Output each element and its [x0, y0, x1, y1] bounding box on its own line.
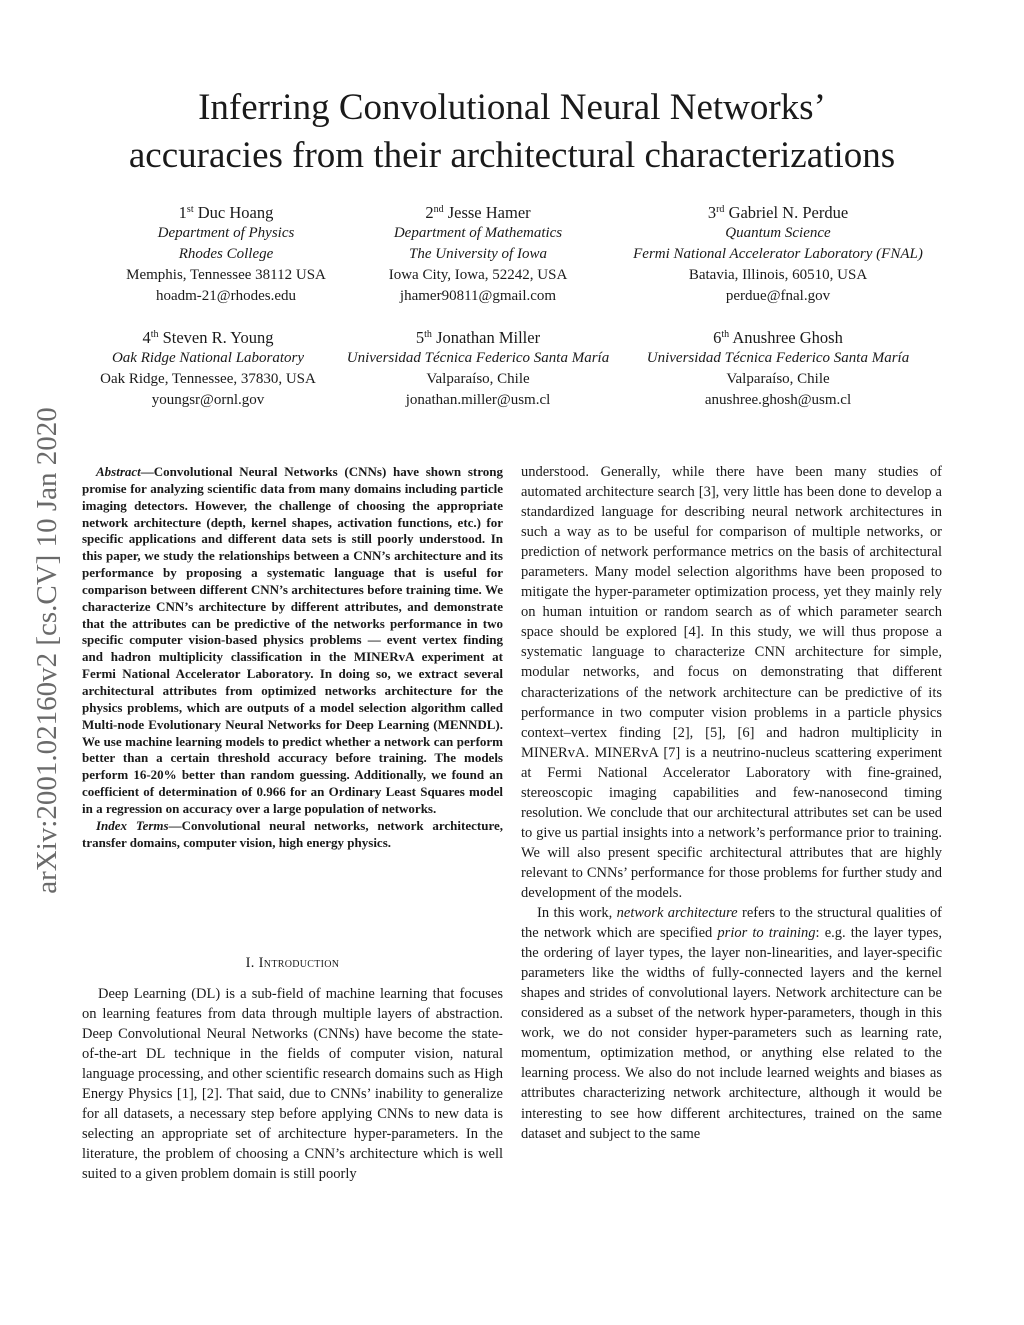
author-ordinal: 6th	[713, 328, 730, 347]
abstract-text: —Convolutional Neural Networks (CNNs) have shown strong promise for analyzing scientific data from many domains including particle imaging detectors. However, the challenge of choosing the appropriate network architecture (depth, kernel shapes, activation functions, etc.) for specific applications and different data sets is still poorly understood. In this paper, we study the relationships between a CNN’s architecture and its performance by proposing a systematic language that is useful for comparison between different CNN’s architectures before training time. We characterize CNN’s architecture by different attributes, and demonstrate that the attributes can be predictive of the networks performance in two specific computer vision-based physics problems — event vertex finding and hadron multiplicity classification in the MINERvA experiment at Fermi National Accelerator Laboratory. In doing so, we extract several architectural attributes from optimized networks architecture for the physics problems, which are outputs of a model selection algorithm called Multi-node Evolutionary Neural Networks for Deep Learning (MENNDL). We use machine learning models to predict whether a network can perform better than a certain threshold accuracy before training. The models perform 16-20% better than random guessing. Additionally, we found an coefficient of determination of 0.966 for an Ordinary Least Squares model in a regression on accuracy over a large population of networks.	[82, 464, 503, 816]
author-ordinal: 5th	[415, 328, 432, 347]
author-ordinal: 2nd	[425, 203, 444, 222]
author-dept: Oak Ridge National Laboratory	[111, 350, 305, 366]
author-ordinal: 3rd	[707, 203, 725, 222]
author-block-5	[328, 327, 628, 411]
author-email: jhamer90811@gmail.com	[399, 288, 557, 304]
author-address: Valparaíso, Chile	[726, 371, 830, 387]
intro-paragraph: Deep Learning (DL) is a sub-field of machine learning that focuses on learning features from data through multiple layers of abstraction. Deep Convolutional Neural Networks (CNNs) have become the state-of-the-art DL technique in the fields of computer vision, natural language processing, and other scientific research domains such as High Energy Physics [1], [2]. That said, due to CNNs’ inability to generalize for all datasets, a necessary step before applying CNNs to new data is selecting an appropriate set of architecture hyper-parameters. In the literature, the problem of choosing a CNN’s architecture which is well suited to a given problem domain is still poorly	[82, 986, 503, 1183]
author-email: anushree.ghosh@usm.cl	[704, 392, 852, 408]
author-dept: Universidad Técnica Federico Santa María	[646, 350, 910, 366]
author-name: Gabriel N. Perdue	[728, 203, 849, 222]
index-terms-label: Index Terms	[96, 817, 169, 833]
arxiv-sidebar	[22, 355, 72, 945]
author-name: Jesse Hamer	[447, 203, 531, 222]
arxiv-id: arXiv:2001.02160v2 [cs.CV] 10 Jan 2020	[30, 406, 63, 894]
title-line-2: accuracies from their architectural characterizations	[128, 135, 896, 176]
author-ordinal: 4th	[142, 328, 159, 347]
author-email: perdue@fnal.gov	[725, 288, 831, 304]
author-name: Duc Hoang	[197, 203, 274, 222]
section-heading	[82, 955, 503, 972]
abstract	[82, 464, 503, 851]
title-line-1: Inferring Convolutional Neural Networks’	[198, 87, 826, 128]
author-email: hoadm-21@rhodes.edu	[155, 288, 297, 304]
author-dept: Universidad Técnica Federico Santa María	[346, 350, 610, 366]
term-network-architecture: network architecture	[616, 905, 738, 922]
author-block-3	[608, 202, 948, 307]
author-dept: Department of Physics	[157, 225, 295, 241]
author-address: Memphis, Tennessee 38112 USA	[126, 267, 326, 283]
author-name: Jonathan Miller	[436, 328, 541, 347]
right-column	[521, 462, 942, 1144]
intro-left-column	[82, 984, 503, 1184]
section-title: Introduction	[258, 955, 340, 971]
author-address: Batavia, Illinois, 60510, USA	[688, 267, 868, 283]
author-ordinal: 1st	[178, 203, 194, 222]
author-address: Oak Ridge, Tennessee, 37830, USA	[100, 371, 316, 387]
author-institution: The University of Iowa	[409, 246, 547, 262]
author-block-6	[628, 327, 928, 411]
author-dept: Quantum Science	[725, 225, 831, 241]
author-dept: Department of Mathematics	[393, 225, 563, 241]
author-block-4	[52, 327, 364, 411]
body-paragraph-1: understood. Generally, while there have been many studies of automated architecture search [3], very little has been done to develop a standardized language for describing neural network architectures in such a way as to be useful for comparison of multiple networks, or prediction of network performance metrics on the basis of architectural parameters. Many model selection algorithms have been proposed to mitigate the hyper-parameter optimization process, yet they mainly rely on human intuition or random search as of which parameter search space should be explored [4]. In this study, we will thus propose a systematic language to characterize CNN architecture for simple, modular networks, and focus on demonstrating that different characterizations of the network architecture can be predictive of its performance in two computer vision problems in a particle physics context–vertex finding [2], [5], [6] and hadron multiplicity in MINERvA. MINERvA [7] is a neutrino-nucleus scattering experiment at Fermi National Accelerator Laboratory with fine-grained, stereoscopic imaging capabilities and few-nanosecond timing resolution. We conclude that our architectural attributes set can be used to give us partial insights into a network’s performance prior to training. We will also present specific architectural attributes that are highly relevant to CNNs’ performance for those problems for further study and development of the models.	[521, 464, 942, 901]
author-email: jonathan.miller@usm.cl	[405, 392, 551, 408]
author-address: Valparaíso, Chile	[426, 371, 530, 387]
term-prior-to-training: prior to training	[717, 925, 816, 942]
author-email: youngsr@ornl.gov	[151, 392, 265, 408]
author-institution: Fermi National Accelerator Laboratory (FNAL)	[633, 246, 923, 262]
body-paragraph-2: In this work, network architecture refers to the structural qualities of the network which are specified prior to training: e.g. the layer types, the ordering of layer types, the layer non-linearities, and layer-specific parameters like the widths of fully-connected layers and the kernel shapes and strides of convolutional layers. Network architecture can be considered as a subset of the network hyper-parameters, though in this work, we do not consider hyper-parameters such as learning rate, momentum, optimization method, or anything else related to the learning process. We also do not include learned weights and biases as attributes characterizing network architecture, although it would be interesting to see how different architectures, trained on the same dataset and subject to the same	[521, 905, 942, 1142]
index-terms-text: —Convolutional neural networks, network architecture, transfer domains, computer vision, high energy physics.	[82, 817, 504, 850]
section-number: I.	[245, 955, 255, 971]
author-name: Anushree Ghosh	[732, 328, 843, 347]
author-institution: Rhodes College	[178, 246, 274, 262]
author-address: Iowa City, Iowa, 52242, USA	[388, 267, 568, 283]
author-block-2	[328, 202, 628, 307]
paper-title	[40, 84, 984, 180]
author-name: Steven R. Young	[162, 328, 274, 347]
abstract-label: Abstract	[96, 464, 141, 479]
